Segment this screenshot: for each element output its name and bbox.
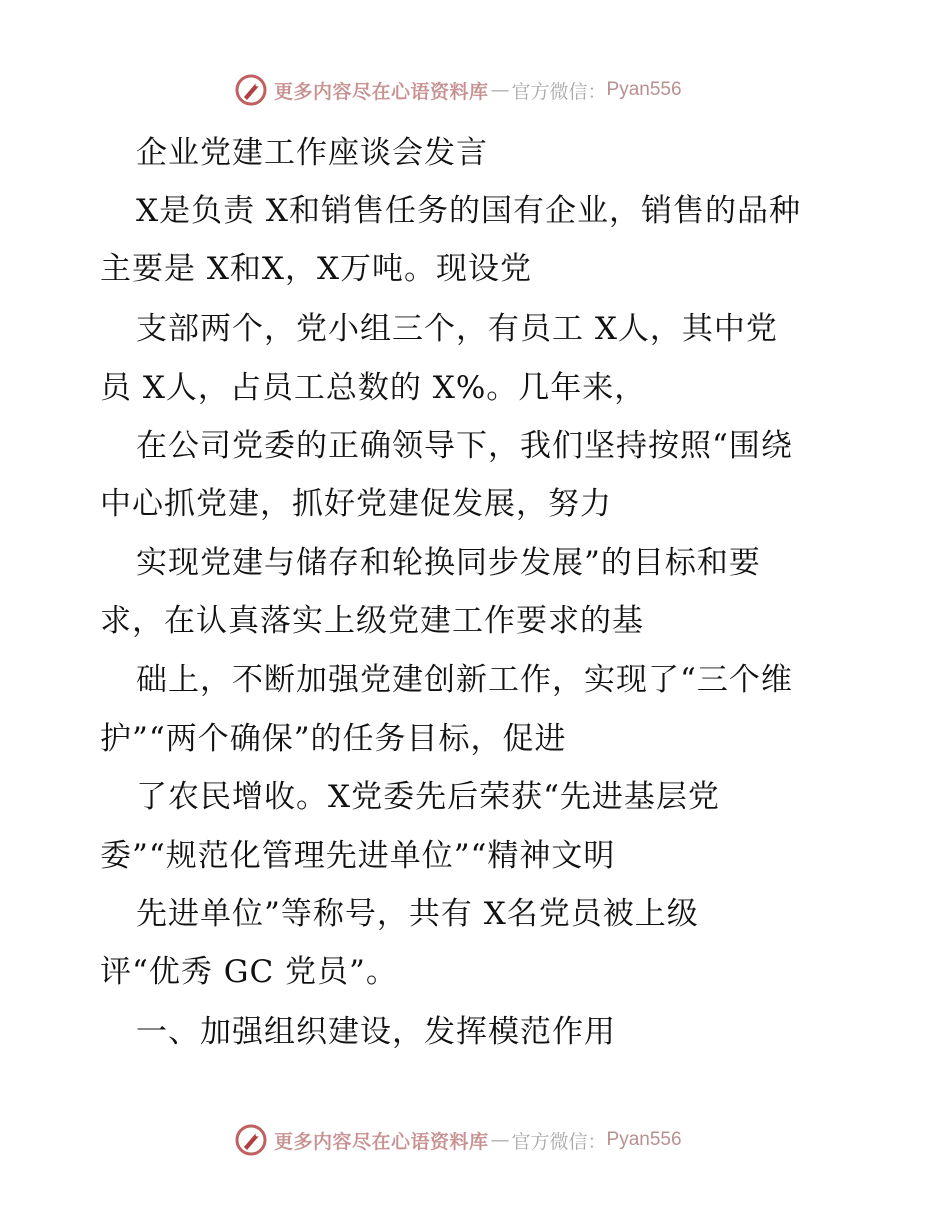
paragraph-line: 实现党建与储存和轮换同步发展”的目标和要 xyxy=(136,545,761,581)
watermark-main-text: 更多内容尽在心语资料库 xyxy=(274,1130,489,1153)
paragraph-line: 主要是 X和X，X万吨。现设党 xyxy=(100,251,533,287)
pen-nib-logo-icon xyxy=(234,1123,268,1157)
paragraph-line: 础上，不断加强党建创新工作，实现了“三个维 xyxy=(136,662,793,698)
paragraph-line: 中心抓党建，抓好党建促发展，努力 xyxy=(100,486,612,522)
paragraph-line: 先进单位”等称号，共有 X名党员被上级 xyxy=(136,896,699,932)
watermark-sub-text: 官方微信： xyxy=(511,1130,607,1153)
watermark-account: Pyan556 xyxy=(606,79,682,100)
paragraph-line: 护”“两个确保”的任务目标，促进 xyxy=(100,721,567,757)
paragraph-line: 委”“规范化管理先进单位”“精神文明 xyxy=(100,838,616,874)
watermark-main-text: 更多内容尽在心语资料库 xyxy=(274,80,489,103)
footer-watermark xyxy=(234,1122,682,1158)
document-title: 企业党建工作座谈会发言 xyxy=(136,135,488,171)
paragraph-line: 支部两个，党小组三个，有员工 X人，其中党 xyxy=(136,311,778,347)
watermark-account: Pyan556 xyxy=(606,1129,682,1150)
watermark-separator: — xyxy=(490,79,510,101)
paragraph-line: 了农民增收。X党委先后荣获“先进基层党 xyxy=(136,779,720,815)
paragraph-line: X是负责 X和销售任务的国有企业，销售的品种 xyxy=(136,193,801,229)
paragraph-line: 评“优秀 GC 党员”。 xyxy=(100,954,398,990)
watermark-separator: — xyxy=(490,1129,510,1151)
watermark-sub-text: 官方微信： xyxy=(511,80,607,103)
paragraph-line: 在公司党委的正确领导下，我们坚持按照“围绕 xyxy=(136,428,793,464)
paragraph-line: 求，在认真落实上级党建工作要求的基 xyxy=(100,603,644,639)
pen-nib-logo-icon xyxy=(234,73,268,107)
paragraph-line: 员 X人，占员工总数的 X%。几年来， xyxy=(100,370,647,406)
section-heading: 一、加强组织建设，发挥模范作用 xyxy=(136,1014,616,1050)
header-watermark xyxy=(234,72,682,108)
